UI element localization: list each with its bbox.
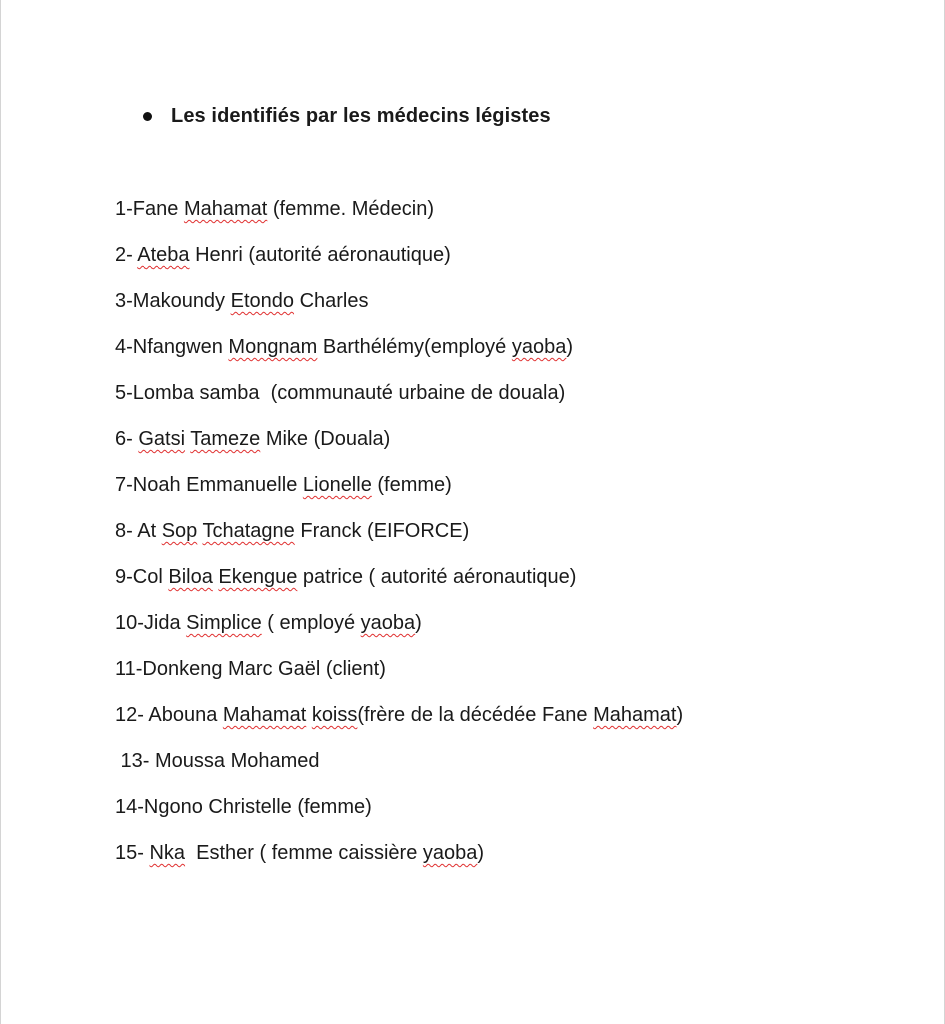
identified-list: [115, 195, 683, 885]
list-item-text: Henri (autorité aéronautique): [189, 244, 451, 266]
spellcheck-flagged-word: Simplice: [186, 612, 262, 634]
spellcheck-flagged-word: Etondo: [230, 290, 295, 312]
list-item-text: 13- Moussa Mohamed: [115, 750, 320, 772]
spellcheck-flagged-word: Mahamat: [183, 198, 268, 220]
spellcheck-flagged-word: Gatsi: [138, 428, 186, 450]
list-item: [115, 609, 683, 655]
list-item: [115, 747, 683, 793]
list-item-text: Barthélémy(employé: [317, 336, 512, 358]
list-item-text: 15-: [115, 842, 150, 864]
list-item-text: ): [477, 842, 485, 864]
list-item-text: Charles: [294, 290, 369, 312]
spellcheck-flagged-word: yaoba: [360, 612, 416, 634]
list-item: [115, 701, 683, 747]
list-item: [115, 241, 683, 287]
bullet-heading: [143, 102, 551, 130]
spellcheck-flagged-word: Mongnam: [228, 336, 318, 358]
list-item-text: 4-Nfangwen: [115, 336, 229, 358]
list-item-text: 10-Jida: [115, 612, 187, 634]
list-item: [115, 655, 683, 701]
list-item-text: (femme): [371, 474, 452, 496]
spellcheck-flagged-word: yaoba: [511, 336, 567, 358]
spellcheck-flagged-word: Nka: [149, 842, 186, 864]
list-item: [115, 471, 683, 517]
list-item: [115, 517, 683, 563]
list-item: [115, 839, 683, 885]
spellcheck-flagged-word: Mahamat: [222, 704, 307, 726]
spellcheck-flagged-word: Biloa: [168, 566, 213, 588]
list-item-text: ): [676, 704, 684, 726]
list-item-text: 14-Ngono Christelle (femme): [115, 796, 372, 818]
list-item-text: ( employé: [261, 612, 361, 634]
list-item-text: 1-Fane: [115, 198, 184, 220]
list-item: [115, 287, 683, 333]
list-item-text: 8- At: [115, 520, 162, 542]
list-item: [115, 195, 683, 241]
list-item-text: 6-: [115, 428, 139, 450]
list-item: [115, 793, 683, 839]
spellcheck-flagged-word: Sop: [161, 520, 198, 542]
spellcheck-flagged-word: Mahamat: [593, 704, 677, 726]
spellcheck-flagged-word: Tameze: [190, 428, 261, 450]
list-item-text: Franck (EIFORCE): [294, 520, 470, 542]
list-item: [115, 379, 683, 425]
list-item-text: ): [415, 612, 422, 634]
list-item-text: (femme. Médecin): [267, 198, 435, 220]
list-item-text: (frère de la décédée Fane: [357, 704, 594, 726]
list-item-text: 5-Lomba samba (communauté urbaine de douala): [115, 382, 566, 404]
list-item-text: Esther ( femme caissière: [185, 842, 423, 864]
list-item: [115, 563, 683, 609]
spellcheck-flagged-word: yaoba: [422, 842, 478, 864]
list-item-text: ): [566, 336, 574, 358]
spellcheck-flagged-word: koiss: [311, 704, 358, 726]
list-item: [115, 333, 683, 379]
spellcheck-flagged-word: Lionelle: [302, 474, 372, 496]
list-item-text: 7-Noah Emmanuelle: [115, 474, 303, 496]
spellcheck-flagged-word: Ekengue: [218, 566, 298, 588]
list-item-text: 11-Donkeng Marc Gaël (client): [115, 658, 386, 680]
list-item-text: patrice ( autorité aéronautique): [297, 566, 577, 588]
list-item-text: Mike (Douala): [260, 428, 391, 450]
list-item-text: 12- Abouna: [115, 704, 223, 726]
list-item-text: 2-: [115, 244, 138, 266]
list-item-text: 3-Makoundy: [115, 290, 231, 312]
bullet-icon: [143, 112, 152, 121]
spellcheck-flagged-word: Tchatagne: [202, 520, 295, 542]
heading-text: Les identifiés par les médecins légistes: [171, 104, 551, 127]
list-item-text: 9-Col: [115, 566, 169, 588]
list-item: [115, 425, 683, 471]
spellcheck-flagged-word: Ateba: [137, 244, 190, 266]
